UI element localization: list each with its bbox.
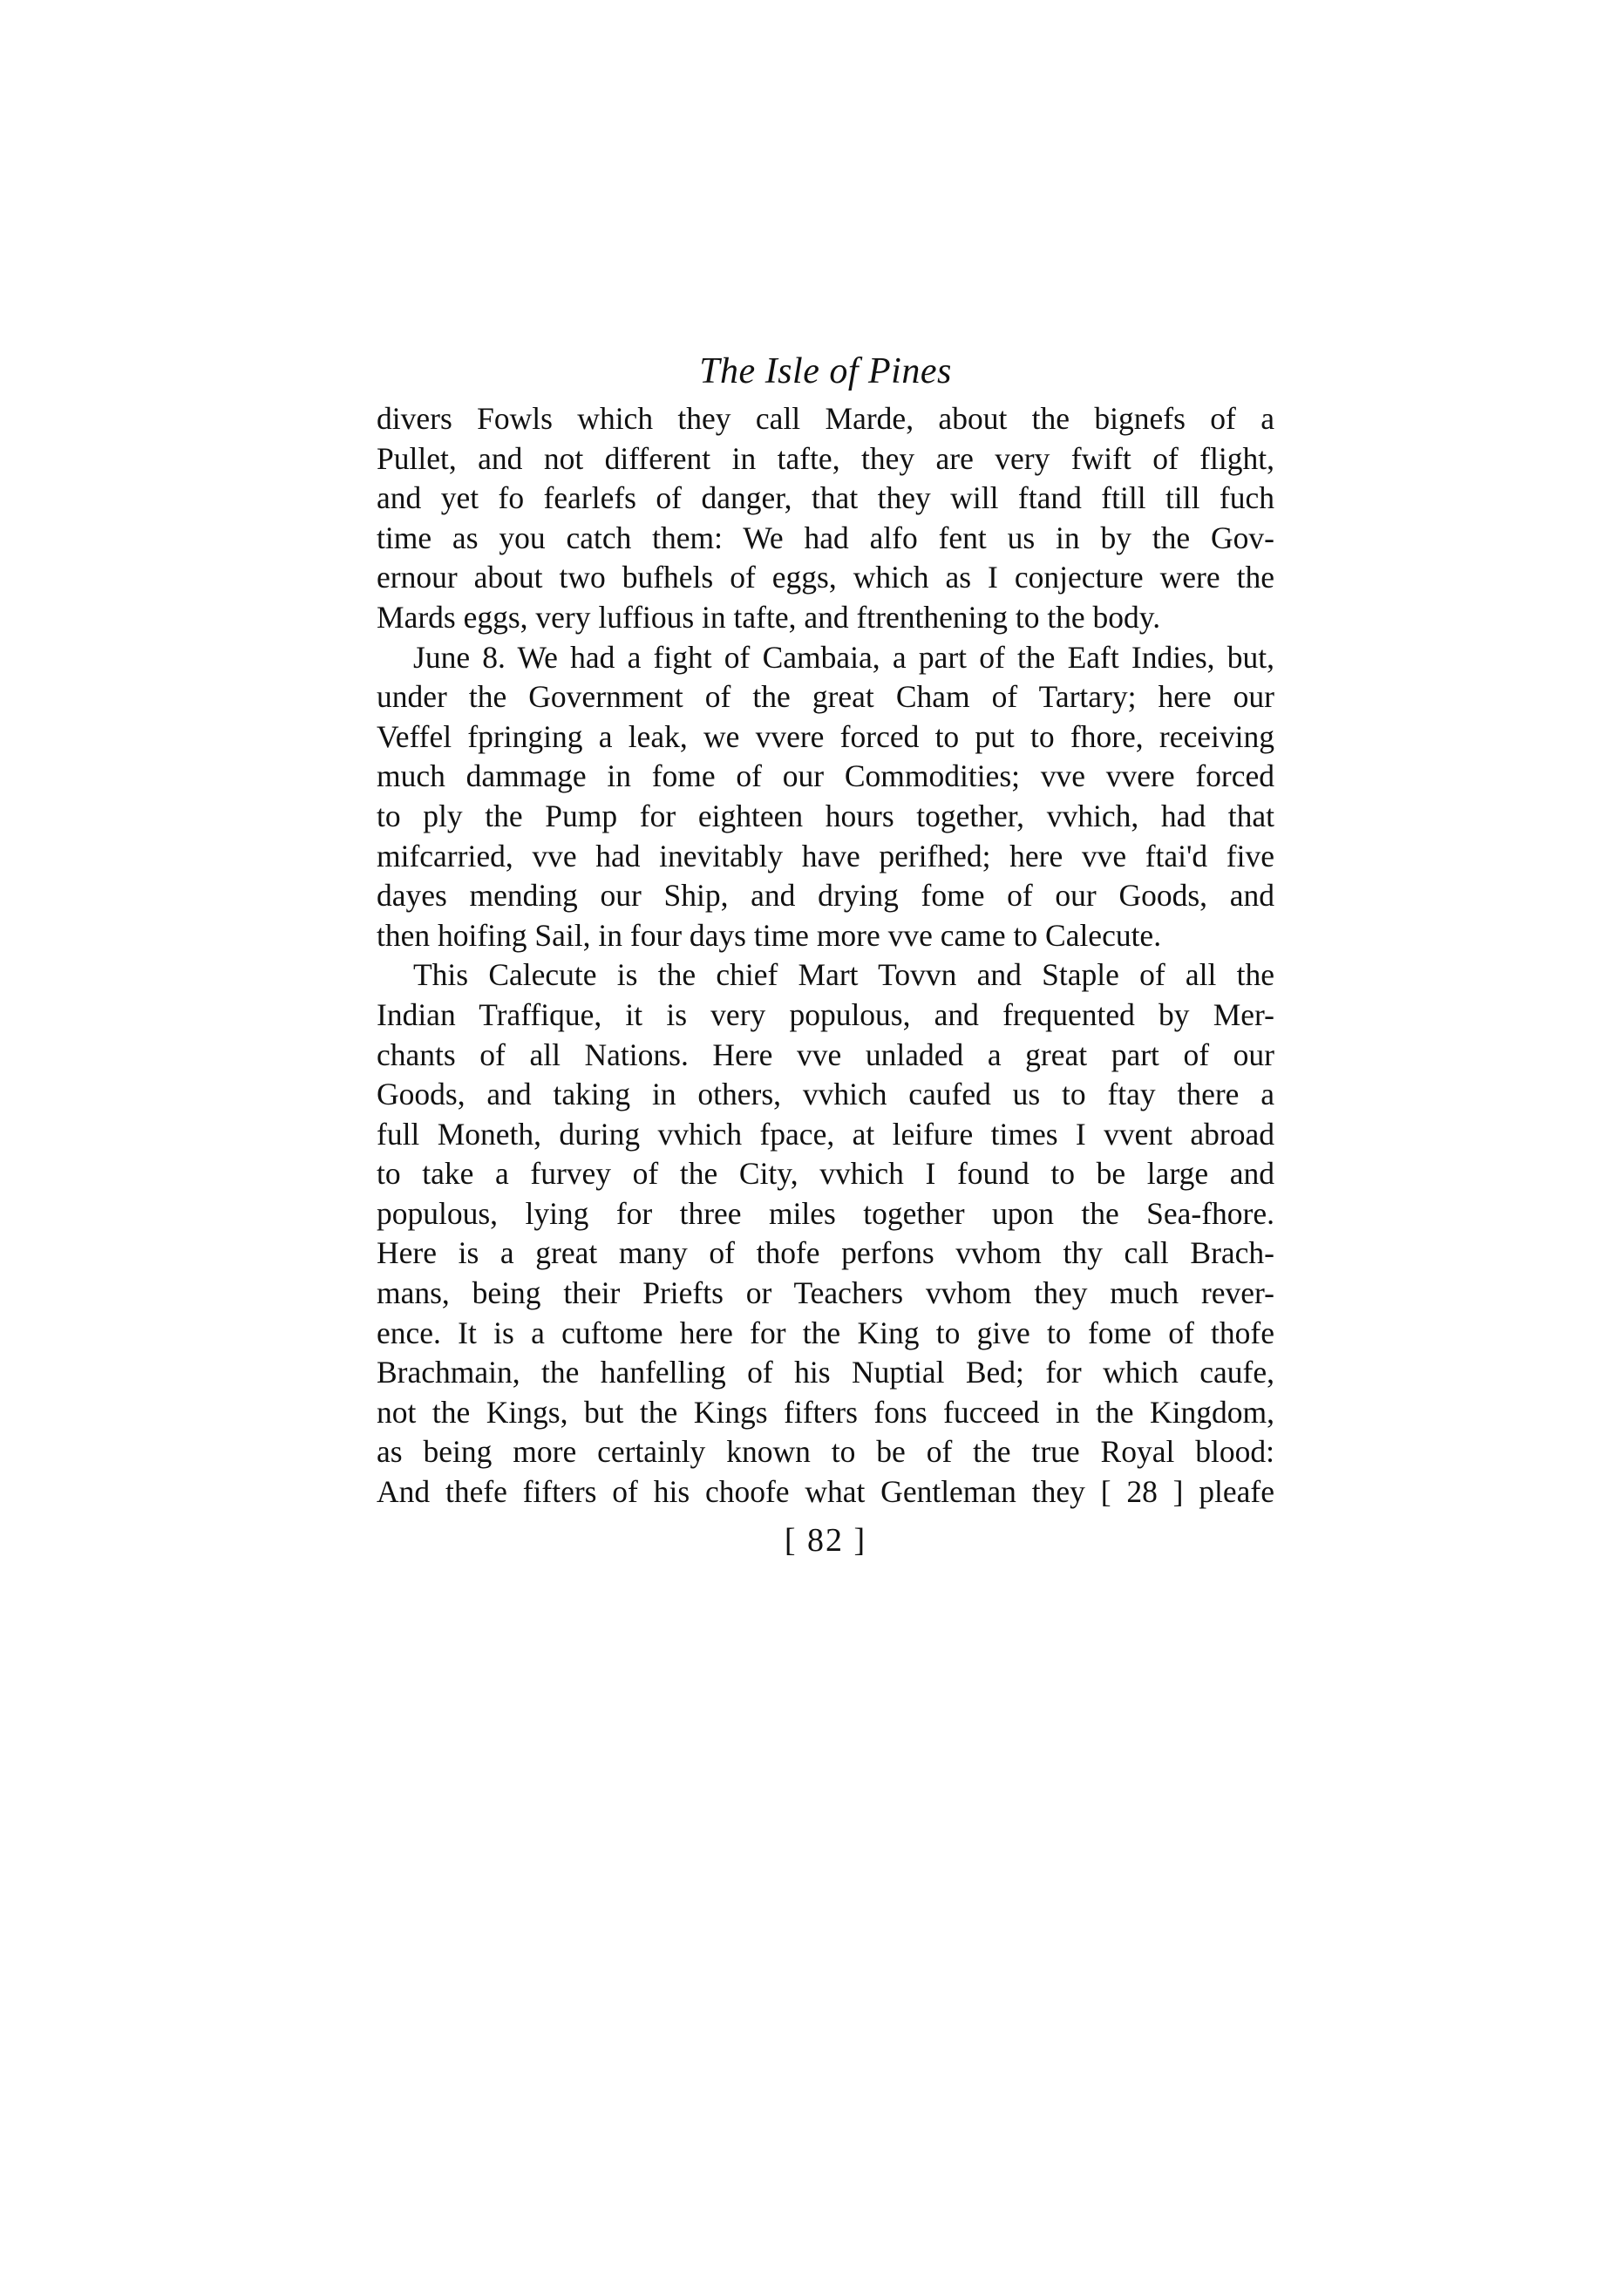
text-line: much dammage in fome of our Commodities; vve vvere forced [377,758,1274,794]
running-head: The Isle of Pines [699,351,952,391]
text-line: Goods, and taking in others, vvhich caufed us to ftay there a [377,1077,1274,1112]
text-line: Brachmain, the hanfelling of his Nuptial Bed; for which caufe, [377,1355,1274,1390]
text-line: Here is a great many of thofe perfons vvhom thy call Brach- [377,1235,1274,1271]
text-line: then hoifing Sail, in four days time more vve came to Calecute. [377,917,1162,953]
text-line: Indian Traffique, it is very populous, and frequented by Mer- [377,996,1274,1032]
text-line: to ply the Pump for eighteen hours together, vvhich, had that [377,798,1274,833]
text-line: not the Kings, but the Kings fifters fons fucceed in the Kingdom, [377,1394,1274,1430]
text-line: This Calecute is the chief Mart Tovvn and Staple of all the [413,957,1274,993]
text-line: time as you catch them: We had alfo fent us in by the Gov- [377,520,1274,555]
book-page [377,349,1274,1561]
text-line: and yet fo fearlefs of danger, that they will ftand ftill till fuch [377,480,1274,516]
text-line: Mards eggs, very luffious in tafte, and ftrenthening to the body. [377,599,1161,635]
text-line: mans, being their Priefts or Teachers vvhom they much rever- [377,1275,1274,1311]
text-line: And thefe fifters of his choofe what Gentleman they [ 28 ] pleafe [377,1474,1274,1510]
text-line: ernour about two bufhels of eggs, which as I conjecture were the [377,560,1274,595]
text-line: ence. It is a cuftome here for the King to give to fome of thofe [377,1315,1274,1350]
text-line: full Moneth, during vvhich fpace, at leifure times I vvent abroad [377,1116,1274,1152]
text-line: mifcarried, vve had inevitably have perifhed; here vve ftai'd five [377,838,1274,873]
text-line: Pullet, and not different in tafte, they are very fwift of flight, [377,440,1274,476]
text-line: divers Fowls which they call Marde, about the bignefs of a [377,401,1274,436]
text-line: under the Government of the great Cham of Tartary; here our [377,679,1274,715]
text-line: Veffel fpringing a leak, we vvere forced to put to fhore, receiving [377,718,1274,754]
text-line: populous, lying for three miles together upon the Sea-fhore. [377,1195,1274,1231]
text-line: to take a furvey of the City, vvhich I found to be large and [377,1156,1274,1192]
body-text [377,399,1274,1512]
text-line: June 8. We had a fight of Cambaia, a part of the Eaft Indies, but, [413,639,1274,675]
page-number: [ 82 ] [784,1521,867,1559]
text-line: chants of all Nations. Here vve unladed a great part of our [377,1037,1274,1072]
text-line: dayes mending our Ship, and drying fome of our Goods, and [377,878,1274,914]
text-line: as being more certainly known to be of the true Royal blood: [377,1434,1274,1470]
